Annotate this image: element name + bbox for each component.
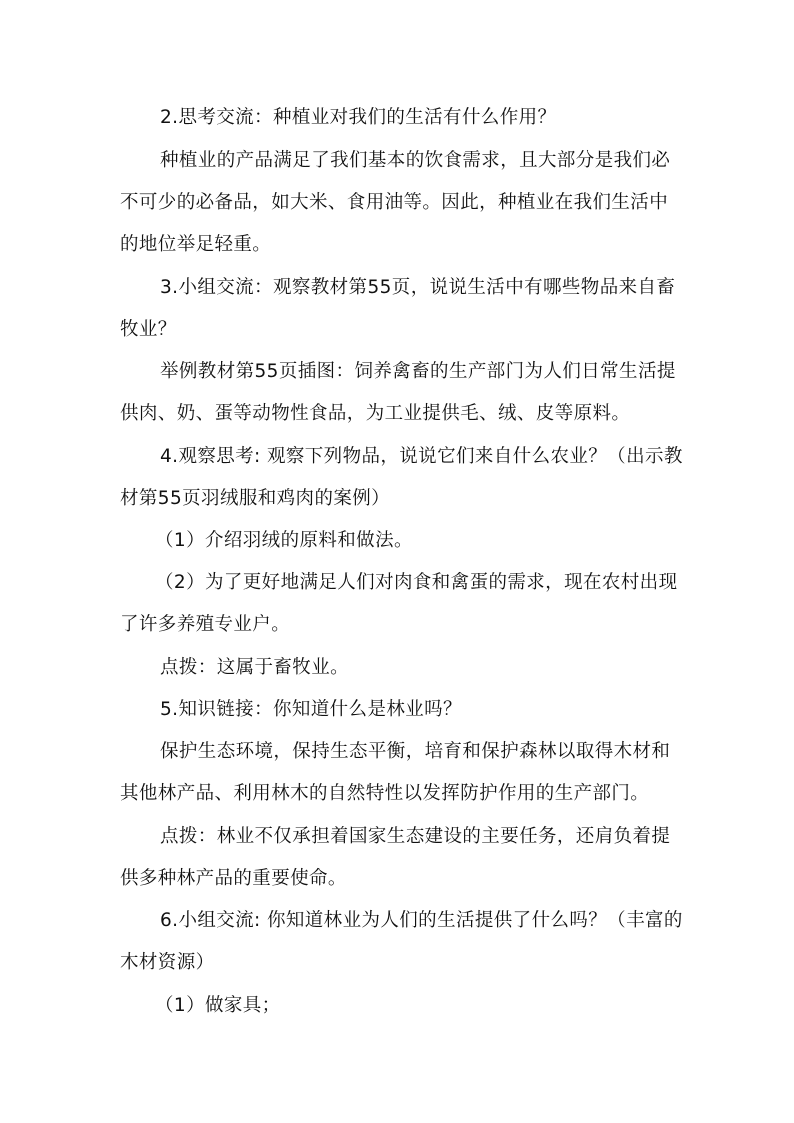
heading-6: 6.小组交流: 你知道林业为人们的生活提供了什么吗？（丰富的 [160,910,683,931]
paragraph-line: 保护生态环境，保持生态平衡，培育和保护森林以取得木材和 [160,741,671,762]
heading-4: 4.观察思考: 观察下列物品，说说它们来自什么农业？（出示教 [160,446,683,467]
paragraph-line: 供多种林产品的重要使命。 [120,868,347,889]
paragraph-line: 木材资源） [120,952,215,973]
heading-5: 5.知识链接：你知道什么是林业吗？ [160,699,462,720]
paragraph-line: 的地位举足轻重。 [120,234,272,255]
note-line: 点拨：这属于畜牧业。 [160,657,350,678]
heading-2: 2.思考交流：种植业对我们的生活有什么作用？ [160,107,557,128]
paragraph-line: 了许多养殖专业户。 [120,614,291,635]
paragraph-line: 举例教材第55页插图：饲养禽畜的生产部门为人们日常生活提 [160,361,676,382]
paragraph-line: 种植业的产品满足了我们基本的饮食需求，且大部分是我们必 [160,150,671,171]
list-item: （2）为了更好地满足人们对肉食和禽蛋的需求，现在农村出现 [155,572,678,593]
note-line: 点拨：林业不仅承担着国家生态建设的主要任务，还肩负着提 [160,826,671,847]
paragraph-line: 其他林产品、利用林木的自然特性以发挥防护作用的生产部门。 [120,783,650,804]
paragraph-line: 供肉、奶、蛋等动物性食品，为工业提供毛、绒、皮等原料。 [120,403,631,424]
paragraph-line: 不可少的必备品，如大米、食用油等。因此，种植业在我们生活中 [120,192,669,213]
list-item: （1）介绍羽绒的原料和做法。 [155,530,413,551]
paragraph-line: 材第55页羽绒服和鸡肉的案例） [120,488,391,509]
heading-3: 3.小组交流：观察教材第55页，说说生活中有哪些物品来自畜 [160,277,676,298]
paragraph-line: 牧业？ [120,319,177,340]
list-item: （1）做家具； [155,995,281,1016]
